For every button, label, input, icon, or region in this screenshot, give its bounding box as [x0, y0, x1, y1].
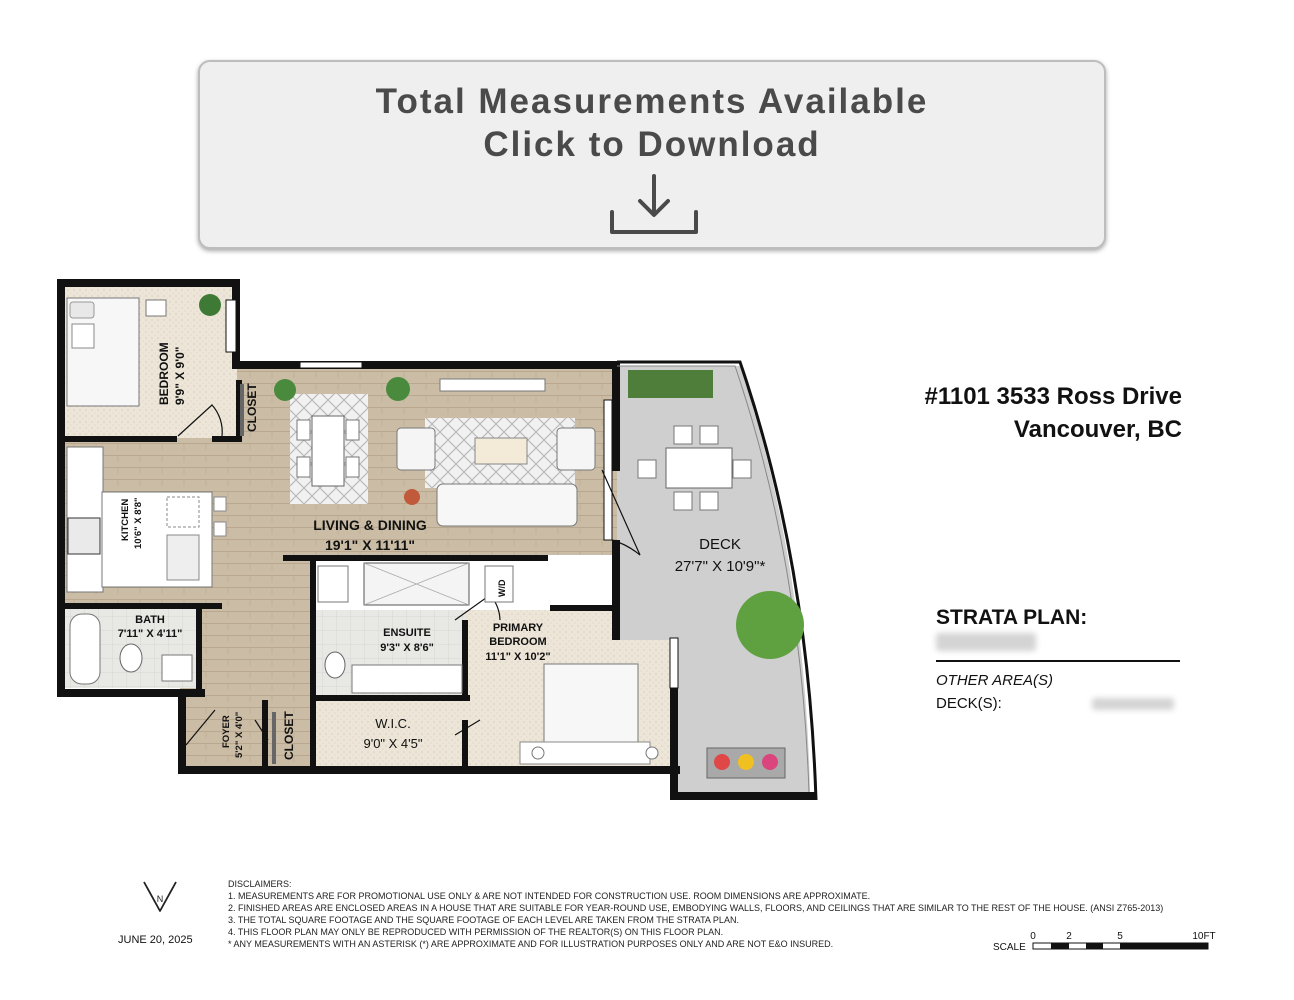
kitchen-sink: [167, 535, 199, 580]
bedroom-pillow: [70, 302, 94, 318]
kitchen-label: KITCHEN: [120, 498, 131, 541]
disclaimer-item: * ANY MEASUREMENTS WITH AN ASTERISK (*) ARE APPROXIMATE AND FOR ILLUSTRATION PURPOSES ONLY AND ARE NOT E&O INSURED.: [228, 939, 834, 949]
bedroom-label: BEDROOM: [157, 342, 171, 405]
decks-row: [936, 695, 1180, 712]
bedroom-nightstand: [72, 324, 94, 348]
bath-toilet: [120, 644, 142, 672]
stool-2: [214, 522, 226, 536]
banner-line-1: Total Measurements Available: [375, 82, 929, 121]
disclaimer-item: 4. THIS FLOOR PLAN MAY ONLY BE REPRODUCED WITH PERMISSION OF THE REALTOR(S) ON THIS FLOOR PLAN.: [228, 927, 724, 937]
living-plant-1: [274, 379, 296, 401]
scale-tick-5: 5: [1117, 931, 1123, 942]
foyer-label: FOYER: [221, 715, 232, 748]
stove: [68, 518, 100, 554]
deck-table: [666, 448, 732, 488]
ensuite-toilet: [325, 652, 345, 678]
wic-dims: 9'0" X 4'5": [363, 736, 423, 751]
sofa: [437, 484, 577, 526]
ensuite-tub-box: [318, 566, 348, 602]
primary-dims: 11'1" X 10'2": [485, 651, 551, 663]
armchair-left: [397, 428, 435, 470]
lamp-left: [532, 747, 544, 759]
foyer-dims: 5'2" X 4'0": [234, 711, 245, 758]
closet1-label: CLOSET: [245, 383, 259, 432]
scale-label: SCALE: [993, 942, 1026, 953]
living-label: LIVING & DINING: [313, 517, 427, 533]
wic-label: W.I.C.: [375, 716, 411, 731]
address-line-2: Vancouver, BC: [1013, 416, 1182, 443]
other-areas-label: OTHER AREA(S): [936, 672, 1053, 689]
deck-label: DECK: [699, 536, 741, 553]
disclaimer-item: 3. THE TOTAL SQUARE FOOTAGE AND THE SQUARE FOOTAGE OF EACH LEVEL ARE TAKEN FROM THE STRATA PLAN.: [228, 915, 739, 925]
flower-2: [738, 754, 754, 770]
strata-plan-label: STRATA PLAN:: [936, 606, 1088, 629]
closet2-label: CLOSET: [282, 711, 296, 760]
lamp-right: [646, 747, 658, 759]
strata-info: [936, 606, 1180, 712]
decks-value-redacted: [1092, 698, 1174, 710]
dining-table: [312, 416, 344, 486]
closet2-rod: [272, 712, 276, 764]
address-line-1: #1101 3533 Ross Drive: [924, 383, 1182, 410]
scale-tick-10: 10FT: [1192, 931, 1216, 942]
scale-bar: [993, 928, 1223, 954]
living-plant-2: [386, 377, 410, 401]
side-table-decor: [404, 489, 420, 505]
bath-vanity: [162, 655, 192, 681]
scale-tick-0: 0: [1030, 931, 1036, 942]
deck-planter-top: [628, 370, 713, 398]
disclaimers-title: DISCLAIMERS:: [228, 879, 292, 889]
strata-plan-row: [936, 606, 1180, 662]
living-dims: 19'1" X 11'11": [324, 537, 416, 553]
north-arrow-icon: [142, 880, 178, 914]
coffee-table: [475, 438, 527, 464]
bedroom-lamp-table: [146, 300, 166, 316]
plan-date: JUNE 20, 2025: [118, 934, 193, 946]
flower-3: [762, 754, 778, 770]
banner-line-2: Click to Download: [483, 125, 821, 164]
bath-label: BATH: [135, 614, 165, 626]
ensuite-label: ENSUITE: [383, 627, 431, 639]
ensuite-dims: 9'3" X 8'6": [380, 642, 434, 654]
decks-label: DECK(S):: [936, 695, 1002, 712]
stool-1: [214, 497, 226, 511]
deck-dims: 27'7" X 10'9"*: [674, 558, 766, 575]
disclaimer-item: 2. FINISHED AREAS ARE ENCLOSED AREAS IN A HOUSE THAT ARE SUITABLE FOR YEAR-ROUND USE, EMBODYING WALLS, FLOORS, AND CEILINGS THAT ARE SIMILAR TO THE REST OF THE HOUSE. (ANSI Z765-2013): [228, 903, 1164, 913]
media-console: [440, 379, 545, 391]
armchair-right: [557, 428, 595, 470]
ensuite-vanity: [352, 665, 462, 693]
bedroom-plant: [199, 294, 221, 316]
deck-plant: [736, 591, 804, 659]
primary-label-2: BEDROOM: [489, 636, 547, 648]
disclaimer-item: 1. MEASUREMENTS ARE FOR PROMOTIONAL USE ONLY & ARE NOT INTENDED FOR CONSTRUCTION USE. ROOM DIMENSIONS ARE APPROXIMATE.: [228, 891, 871, 901]
bathtub: [70, 614, 100, 684]
kitchen-dims: 10'6" X 8'8": [133, 497, 144, 549]
flower-1: [714, 754, 730, 770]
bedroom-dims: 9'9" X 9'0": [173, 346, 187, 405]
north-label: N: [156, 894, 164, 904]
wic-floor: [315, 700, 465, 770]
property-address: [924, 380, 1182, 446]
bath-dims: 7'11" X 4'11": [117, 628, 183, 640]
scale-tick-2: 2: [1066, 931, 1072, 942]
wd-label: W/D: [497, 579, 507, 597]
closet1-rod: [240, 384, 244, 436]
strata-value-redacted: [936, 633, 1036, 651]
primary-label-1: PRIMARY: [492, 622, 544, 634]
